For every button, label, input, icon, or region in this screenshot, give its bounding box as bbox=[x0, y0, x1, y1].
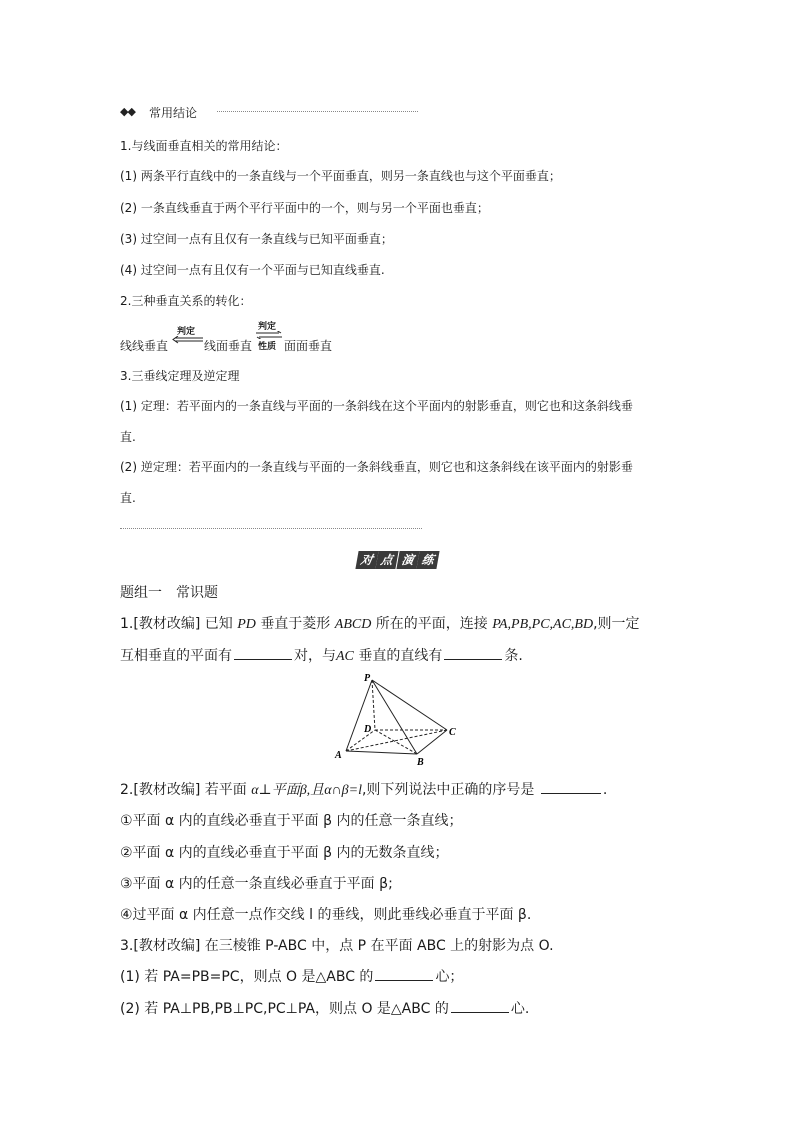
edge-pa bbox=[346, 680, 372, 751]
section-divider bbox=[217, 111, 418, 112]
conclusion-1-item: (2) 一条直线垂直于两个平行平面中的一个，则与另一个平面也垂直； bbox=[120, 201, 489, 215]
converse-line-1: (2) 逆定理：若平面内的一条直线与平面的一条斜线垂直，则它也和这条斜线在该平面内的射影垂 bbox=[120, 460, 633, 474]
theorem-line-1: (1) 定理：若平面内的一条直线与平面的一条斜线在这个平面内的射影垂直，则它也和这条斜线垂 bbox=[120, 399, 633, 413]
pyramid-figure bbox=[330, 668, 470, 772]
vertex-label-d: D bbox=[364, 724, 372, 735]
double-arrow-left-icon bbox=[172, 336, 204, 344]
q1-text: ,则一定 bbox=[593, 616, 640, 632]
edge-pb bbox=[372, 680, 417, 754]
conclusion-1-item: (4) 过空间一点有且仅有一个平面与已知直线垂直. bbox=[120, 263, 385, 277]
option-item: ①平面 α 内的直线必垂直于平面 β 内的任意一条直线； bbox=[120, 813, 463, 829]
edge-ac bbox=[346, 730, 447, 751]
q3-text: 心. bbox=[510, 1001, 530, 1017]
edge-pd bbox=[372, 680, 375, 730]
q1-text: 所在的平面，连接 bbox=[375, 616, 488, 632]
badge-char: 对 bbox=[355, 551, 378, 569]
q2-math: α∩β=l bbox=[324, 783, 362, 798]
conclusion-1-heading: 1.与线面垂直相关的常用结论： bbox=[120, 139, 288, 153]
answer-blank[interactable] bbox=[541, 781, 601, 794]
edge-ab bbox=[346, 751, 417, 754]
question-1-line-1 bbox=[120, 613, 640, 633]
option-item: ②平面 α 内的直线必垂直于平面 β 内的无数条直线； bbox=[120, 845, 449, 861]
q3-text: (1) 若 PA=PB=PC，则点 O 是△ABC 的 bbox=[120, 969, 374, 985]
q1-math: PA,PB,PC,AC,BD bbox=[492, 617, 594, 632]
q1-text: 1.[教材改编] 已知 bbox=[120, 616, 233, 632]
q3-text: 心； bbox=[435, 969, 464, 985]
relation-line-plane: 线面垂直 bbox=[204, 339, 253, 353]
conclusion-3-heading: 3.三垂线定理及逆定理 bbox=[120, 369, 240, 383]
badge-char: 点 bbox=[375, 551, 398, 569]
answer-blank[interactable] bbox=[444, 647, 502, 660]
practice-badge bbox=[356, 550, 438, 570]
conclusion-1-item: (1) 两条平行直线中的一条直线与一个平面垂直，则另一条直线也与这个平面垂直； bbox=[120, 169, 561, 183]
question-1-line-2 bbox=[120, 645, 523, 665]
q1-text: 互相垂直的平面有 bbox=[120, 648, 232, 664]
q2-text: . bbox=[602, 782, 608, 798]
section-title: 常用结论 bbox=[149, 106, 198, 120]
arrow-2-bottom-label: 性质 bbox=[258, 342, 277, 352]
arrow-1-label: 判定 bbox=[177, 327, 196, 337]
q1-text: 对，与 bbox=[294, 648, 336, 664]
answer-blank[interactable] bbox=[451, 1000, 509, 1013]
conclusion-1-item: (3) 过空间一点有且仅有一条直线与已知平面垂直； bbox=[120, 232, 393, 246]
q1-math: PD bbox=[237, 617, 256, 632]
q1-text: 垂直于菱形 bbox=[260, 616, 331, 632]
option-item: ④过平面 α 内任意一点作交线 l 的垂线，则此垂线必垂直于平面 β. bbox=[120, 907, 532, 923]
edge-db bbox=[375, 730, 417, 754]
vertex-label-p: P bbox=[364, 673, 371, 684]
group-title: 题组一 常识题 bbox=[120, 585, 218, 601]
answer-blank[interactable] bbox=[375, 968, 433, 981]
vertex-label-b: B bbox=[417, 757, 424, 768]
q1-math: ABCD bbox=[334, 617, 372, 632]
vertex-label-a: A bbox=[335, 750, 342, 761]
q2-text: ,则下列说法中正确的序号是 bbox=[361, 782, 535, 798]
q2-text: 2.[教材改编] 若平面 bbox=[120, 782, 247, 798]
relation-plane-plane: 面面垂直 bbox=[284, 339, 333, 353]
section-diamond-icon: ◆◆ bbox=[120, 105, 135, 118]
question-3-part-1 bbox=[120, 966, 463, 986]
question-2-stem bbox=[120, 779, 607, 799]
edge-pc bbox=[372, 680, 447, 730]
q1-text: 条. bbox=[504, 648, 523, 664]
question-3-part-2 bbox=[120, 998, 529, 1018]
badge-char: 演 bbox=[396, 551, 419, 569]
question-3-stem: 3.[教材改编] 在三棱锥 P-ABC 中，点 P 在平面 ABC 上的射影为点 O. bbox=[120, 938, 554, 954]
q3-text: (2) 若 PA⊥PB,PB⊥PC,PC⊥PA，则点 O 是△ABC 的 bbox=[120, 1001, 449, 1017]
option-item: ③平面 α 内的任意一条直线必垂直于平面 β; bbox=[120, 876, 393, 892]
badge-char: 练 bbox=[416, 551, 439, 569]
answer-blank[interactable] bbox=[234, 647, 292, 660]
converse-line-2: 直. bbox=[120, 491, 136, 505]
q1-text: 垂直的直线有 bbox=[358, 648, 443, 664]
theorem-line-2: 直. bbox=[120, 430, 136, 444]
vertex-label-c: C bbox=[449, 727, 456, 738]
q2-math: α⊥平面 bbox=[251, 783, 300, 798]
q2-math: β,且 bbox=[299, 783, 325, 798]
q1-math: AC bbox=[336, 649, 354, 664]
arrow-2-top-label: 判定 bbox=[258, 322, 277, 332]
section-end-divider bbox=[120, 528, 422, 529]
conclusion-2-heading: 2.三种垂直关系的转化： bbox=[120, 294, 252, 308]
double-arrow-bidirectional-icon bbox=[255, 331, 283, 339]
relation-line-line: 线线垂直 bbox=[120, 339, 169, 353]
